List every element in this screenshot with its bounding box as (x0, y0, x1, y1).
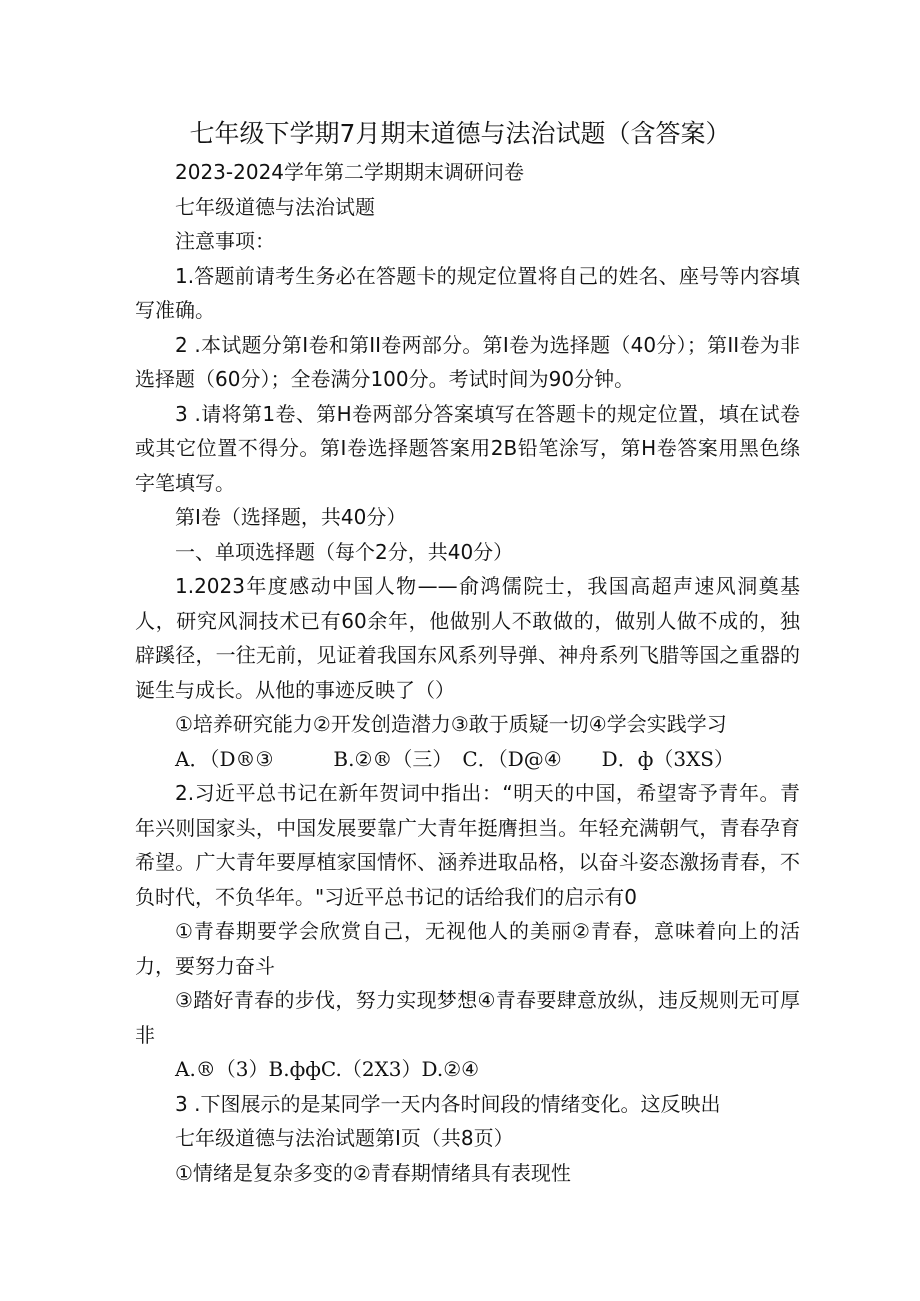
notes-heading: 注意事项： (175, 229, 275, 253)
note-3: 3 .请将第1卷、第H卷两部分答案填写在答题卡的规定位置，填在试卷或其它位置不得分。第I卷选择题答案用2B铅笔涂写，第H卷答案用黑色绦字笔填写。 (135, 401, 800, 495)
document-title: 七年级下学期7月期末道德与法治试题（含答案） (189, 119, 731, 148)
question-1: 1.2023年度感动中国人物——俞鸿儒院士，我国高超声速风洞奠基人，研究风洞技术已有60余年，他做别人不敢做的，做别人做不成的，独辟蹊径，一往无前，见证着我国东风系列导弹、神舟系列飞腊等国之重器的诞生与成长。从他的事迹反映了（） (135, 574, 800, 702)
page-footer: 七年级道德与法治试题第I页（共8页） (175, 1126, 514, 1150)
exam-subject: 七年级道德与法治试题 (175, 194, 375, 219)
question-2-statements-b: ③踏好青春的步伐，努力实现梦想④青春要肆意放纵，违反规则无可厚非 (135, 988, 800, 1047)
question-2: 2.习近平总书记在新年贺词中指出：“明天的中国，希望寄予青年。青年兴则国家头，中国发展要靠广大青年挺膺担当。年轻充满朝气，青春孕育希望。广大青年要厚植家国情怀、涵养进取品格，以奋斗姿态激扬青春，不负时代，不负华年。"习近平总书记的话给我们的启示有0 (135, 781, 800, 909)
question-3: 3 .下图展示的是某同学一天内各时间段的情绪变化。这反映出 (175, 1091, 721, 1116)
question-2-statements-a: ①青春期要学会欣赏自己，无视他人的美丽②青春，意味着向上的活力，要努力奋斗 (135, 919, 800, 978)
question-3-statements: ①情绪是复杂多变的②青春期情绪具有表现性 (175, 1160, 571, 1185)
question-2-options: A.®（3）B.ффC.（2X3）D.②④ (175, 1057, 480, 1081)
question-1-statements: ①培养研究能力②开发创造潜力③敢于质疑一切④学会实践学习 (175, 712, 727, 736)
question-1-options: A．（D®③ B.②®（三） C．（D@④ D．ф（3XS） (175, 746, 735, 771)
note-1: 1.答题前请考生务必在答题卡的规定位置将自己的姓名、座号等内容填写准确。 (135, 263, 800, 322)
note-2: 2 .本试题分第I卷和第II卷两部分。第I卷为选择题（40分）；第II卷为非选择题（60分）；全卷满分100分。考试时间为90分钟。 (135, 332, 800, 391)
document-body (135, 155, 800, 1190)
section-heading: 第I卷（选择题，共40分） (175, 505, 407, 529)
exam-header: 2023-2024学年第二学期期末调研问卷 (175, 160, 525, 184)
part-heading: 一、单项选择题（每个2分，共40分） (175, 539, 514, 564)
